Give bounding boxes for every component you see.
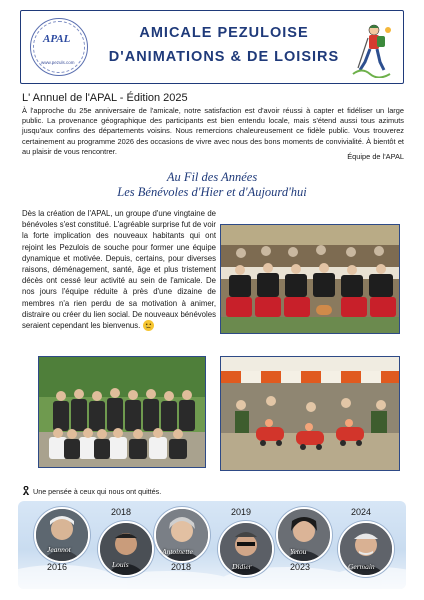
memorial-name-3: Antoinette (162, 547, 193, 556)
volunteers-group-photo (38, 356, 206, 468)
memorial-name-6: Germain (348, 562, 375, 571)
memorial-year-5: 2023 (290, 562, 311, 572)
memorial-band (18, 501, 406, 589)
association-title-line2: D'ANIMATIONS & DE LOISIRS (108, 49, 340, 65)
memorial-name-1: Jeannot (47, 545, 71, 554)
memorial-year-2: 2018 (111, 507, 132, 517)
memorial-name-5: Yetou (290, 547, 307, 556)
memorial-name-2: Louis (112, 560, 129, 569)
memorial-year-6: 2024 (351, 507, 372, 517)
memorial-year-4: 2019 (231, 507, 252, 517)
tearful-smiley-icon (143, 320, 154, 331)
association-title-line1: AMICALE PEZULOISE (139, 25, 309, 41)
edition-heading: L' Annuel de l'APAL - Édition 2025 (22, 92, 188, 104)
logo-text: APAL (43, 33, 71, 45)
memorial-year-1: 2016 (47, 562, 68, 572)
memorial-portrait-1 (34, 507, 90, 563)
logo-ring (33, 21, 85, 73)
logo-url: www.pezuls.com (41, 60, 75, 65)
apal-logo (30, 18, 88, 76)
fair-ride-photo (220, 356, 400, 471)
memorial-year-3: 2018 (171, 562, 192, 572)
volunteers-banquet-photo (220, 224, 400, 334)
remembrance-line (22, 486, 161, 496)
intro-paragraph: À l'approche du 25e anniversaire de l'amicale, notre satisfaction est d'avoir réussi à capter et fidéliser un large public. La provenance géographique des participants est bien entendu locale, mais s'étend aussi tous azimuts jusqu'aux confins des départements voisins. Nous remercions chaleureusement ce fidèle public. Vous trouverez certainement au programme 2026 des occasions de vivre avec nous des bons moments de convivialité. À bientôt et au plaisir de vous rencontrer. (22, 106, 404, 156)
hiker-icon (350, 22, 394, 78)
section-title-line2: Les Bénévoles d'Hier et d'Aujourd'hui (117, 185, 307, 199)
mourning-ribbon-icon (22, 486, 30, 495)
volunteers-story (22, 208, 216, 331)
remembrance-text: Une pensée à ceux qui nous ont quittés. (33, 487, 162, 496)
section-title-line1: Au Fil des Années (166, 170, 258, 184)
story-text: Dès la création de l'APAL, un groupe d'une vingtaine de bénévoles s'est constitué. L'agréable surprise fut de voir la forte implication des nouveaux habitants qui ont rejoint les Pezulois de souche pour former une équipe dynamique et motivée. Depuis, certains, pour diverses raisons, déménagement, santé, âge et plus tristement décès ont cessé leur activité au sein de l'amicale. De nos jours l'équipe réduite à près d'une dizaine de membres n'a rien perdu de sa motivation à animer, distraire ou créer du lien social. De nouveaux bénévoles seraient cependant les bienvenus. (22, 209, 216, 331)
memorial-name-4: Didier (232, 562, 252, 571)
signature: Équipe de l'APAL (347, 152, 404, 161)
